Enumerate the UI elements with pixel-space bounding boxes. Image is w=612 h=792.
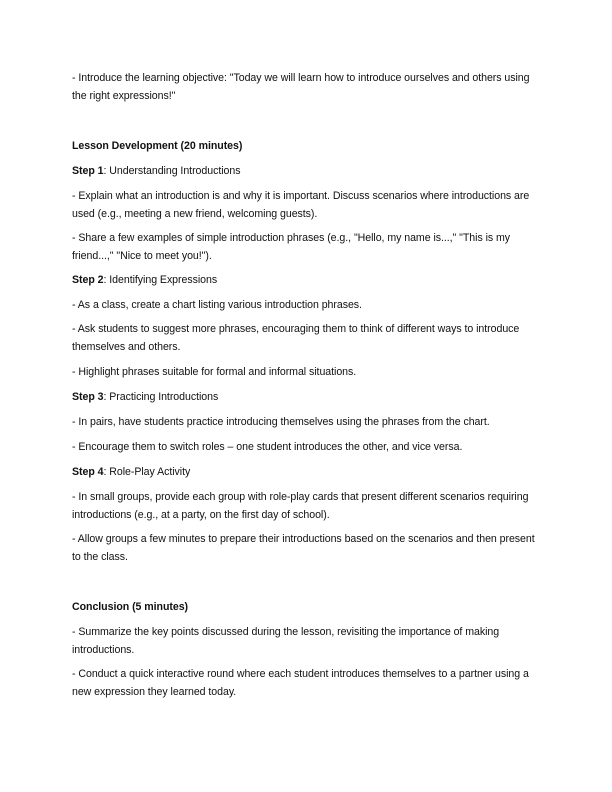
learning-objective: - Introduce the learning objective: "Today we will learn how to introduce ourselves and others using the right expressions!" bbox=[72, 72, 530, 102]
step-4-bullet: - Allow groups a few minutes to prepare their introductions based on the scenarios and then present to the class. bbox=[72, 533, 535, 563]
step-title: : Understanding Introductions bbox=[103, 165, 241, 177]
step-label: Step 4 bbox=[72, 466, 104, 478]
conclusion-heading: Conclusion (5 minutes) bbox=[72, 601, 189, 613]
step-2-bullet: - As a class, create a chart listing various introduction phrases. bbox=[72, 299, 362, 311]
step-4-heading bbox=[72, 463, 542, 481]
step-3-heading bbox=[72, 388, 542, 406]
step-title: : Practicing Introductions bbox=[103, 391, 219, 403]
step-4-bullet: - In small groups, provide each group with role-play cards that present different scenarios requiring introductions (e.g., at a party, on the first day of school). bbox=[72, 491, 529, 521]
step-label: Step 2 bbox=[72, 274, 104, 286]
step-1-bullet: - Explain what an introduction is and why it is important. Discuss scenarios where introductions are used (e.g., meeting a new friend, welcoming guests). bbox=[72, 190, 530, 220]
step-title: : Role-Play Activity bbox=[103, 466, 191, 478]
step-label: Step 1 bbox=[72, 165, 104, 177]
step-1-heading bbox=[72, 162, 542, 180]
step-2-heading bbox=[72, 271, 542, 289]
step-2-bullet: - Ask students to suggest more phrases, encouraging them to think of different ways to introduce themselves and others. bbox=[72, 323, 520, 353]
lesson-development-heading: Lesson Development (20 minutes) bbox=[72, 140, 243, 152]
step-label: Step 3 bbox=[72, 391, 104, 403]
step-2-bullet: - Highlight phrases suitable for formal and informal situations. bbox=[72, 366, 357, 378]
step-3-bullet: - In pairs, have students practice introducing themselves using the phrases from the chart. bbox=[72, 416, 490, 428]
step-3-bullet: - Encourage them to switch roles – one student introduces the other, and vice versa. bbox=[72, 441, 463, 453]
step-title: : Identifying Expressions bbox=[103, 274, 218, 286]
conclusion-bullet: - Summarize the key points discussed during the lesson, revisiting the importance of making introductions. bbox=[72, 626, 500, 656]
conclusion-bullet: - Conduct a quick interactive round where each student introduces themselves to a partner using a new expression they learned today. bbox=[72, 668, 529, 698]
step-1-bullet: - Share a few examples of simple introduction phrases (e.g., "Hello, my name is...," "This is my friend...," "Nice to meet you!"). bbox=[72, 232, 511, 262]
